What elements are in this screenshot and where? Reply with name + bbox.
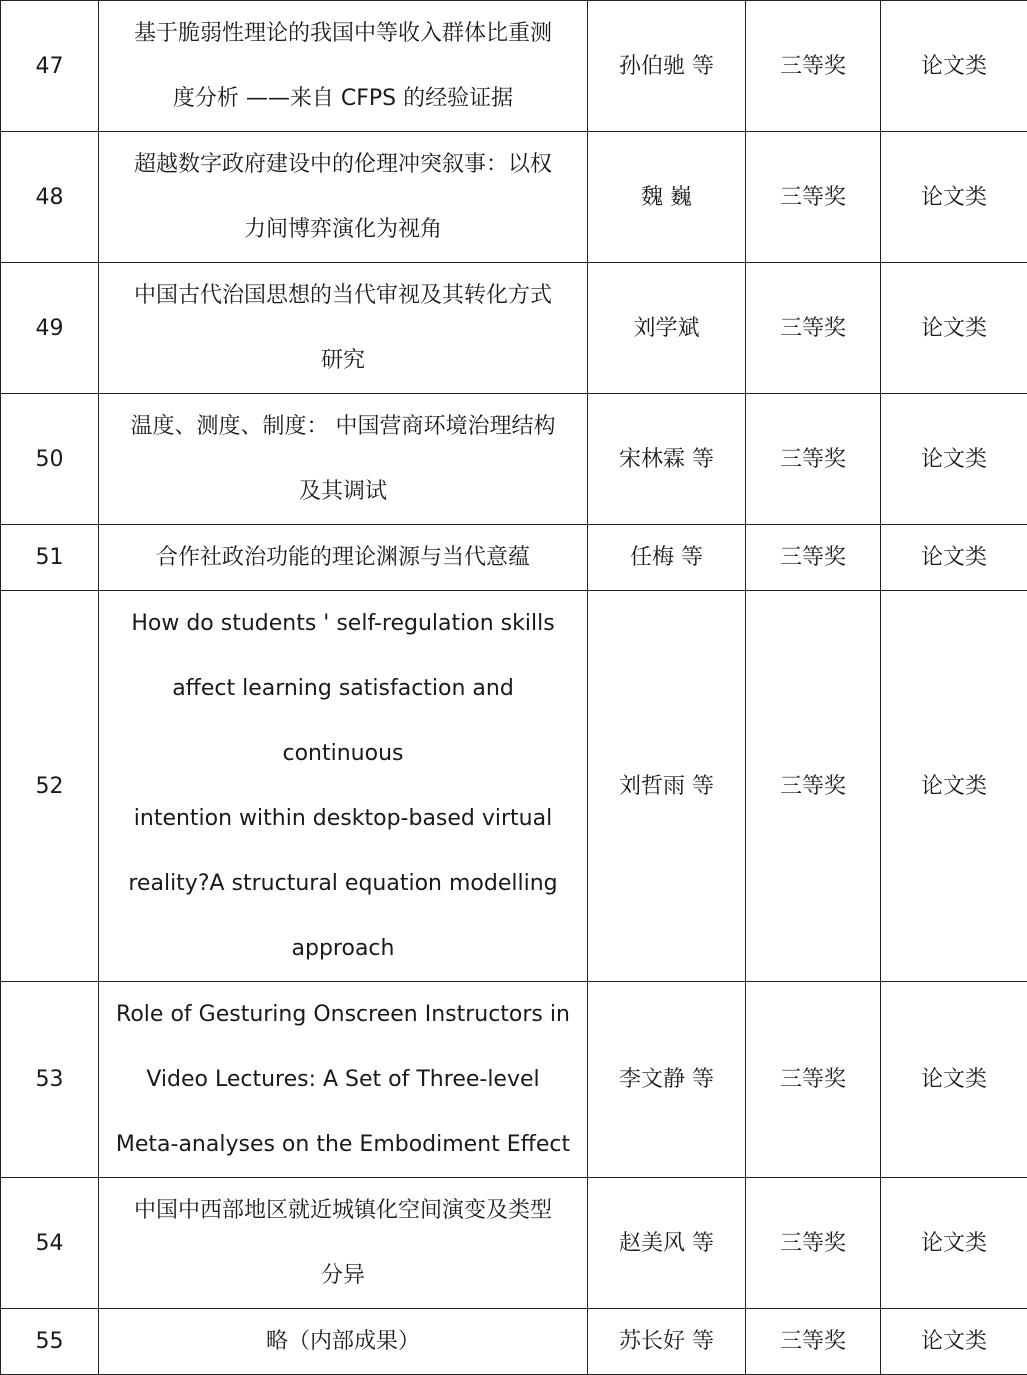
paper-title — [99, 394, 588, 525]
title-line: 分异 — [109, 1243, 577, 1308]
table-row — [1, 132, 1027, 263]
title-line: 略（内部成果） — [109, 1309, 577, 1374]
paper-title — [99, 982, 588, 1178]
paper-title — [99, 591, 588, 982]
award-level: 三等奖 — [746, 132, 881, 263]
award-level: 三等奖 — [746, 394, 881, 525]
category: 论文类 — [881, 263, 1027, 394]
paper-title — [99, 1309, 588, 1375]
award-level: 三等奖 — [746, 591, 881, 982]
title-line: 研究 — [109, 328, 577, 393]
title-line: 合作社政治功能的理论渊源与当代意蕴 — [109, 525, 577, 590]
title-line: reality?A structural equation modelling — [109, 851, 577, 916]
paper-title — [99, 525, 588, 591]
category: 论文类 — [881, 525, 1027, 591]
award-level: 三等奖 — [746, 1, 881, 132]
author: 刘哲雨 等 — [588, 591, 746, 982]
author: 魏 巍 — [588, 132, 746, 263]
award-level: 三等奖 — [746, 525, 881, 591]
award-level: 三等奖 — [746, 1178, 881, 1309]
category: 论文类 — [881, 1, 1027, 132]
title-line: approach — [109, 916, 577, 981]
title-line: intention within desktop-based virtual — [109, 786, 577, 851]
author: 李文静 等 — [588, 982, 746, 1178]
title-line: How do students ' self-regulation skills — [109, 591, 577, 656]
category: 论文类 — [881, 1309, 1027, 1375]
category: 论文类 — [881, 591, 1027, 982]
table-row — [1, 263, 1027, 394]
title-line: 力间博弈演化为视角 — [109, 197, 577, 262]
award-level: 三等奖 — [746, 1309, 881, 1375]
table-row — [1, 1, 1027, 132]
row-number: 53 — [1, 982, 99, 1178]
title-line: Video Lectures: A Set of Three-level — [109, 1047, 577, 1112]
award-level: 三等奖 — [746, 263, 881, 394]
paper-title — [99, 132, 588, 263]
row-number: 51 — [1, 525, 99, 591]
row-number: 52 — [1, 591, 99, 982]
author: 孙伯驰 等 — [588, 1, 746, 132]
paper-title — [99, 263, 588, 394]
title-line: Role of Gesturing Onscreen Instructors in — [109, 982, 577, 1047]
title-line: 度分析 ——来自 CFPS 的经验证据 — [109, 66, 577, 131]
table-row — [1, 591, 1027, 982]
paper-title — [99, 1, 588, 132]
author: 刘学斌 — [588, 263, 746, 394]
category: 论文类 — [881, 394, 1027, 525]
row-number: 55 — [1, 1309, 99, 1375]
table-row — [1, 1309, 1027, 1375]
row-number: 50 — [1, 394, 99, 525]
author: 赵美风 等 — [588, 1178, 746, 1309]
author: 任梅 等 — [588, 525, 746, 591]
category: 论文类 — [881, 982, 1027, 1178]
paper-title — [99, 1178, 588, 1309]
row-number: 48 — [1, 132, 99, 263]
table-row — [1, 394, 1027, 525]
row-number: 49 — [1, 263, 99, 394]
title-line: 温度、测度、制度： 中国营商环境治理结构 — [109, 394, 577, 459]
title-line: affect learning satisfaction and continuous — [109, 656, 577, 786]
category: 论文类 — [881, 132, 1027, 263]
title-line: 基于脆弱性理论的我国中等收入群体比重测 — [109, 1, 577, 66]
title-line: 中国中西部地区就近城镇化空间演变及类型 — [109, 1178, 577, 1243]
award-level: 三等奖 — [746, 982, 881, 1178]
title-line: 及其调试 — [109, 459, 577, 524]
table-row — [1, 1178, 1027, 1309]
table-row — [1, 525, 1027, 591]
table-row — [1, 982, 1027, 1178]
row-number: 47 — [1, 1, 99, 132]
title-line: Meta-analyses on the Embodiment Effect — [109, 1112, 577, 1177]
author: 宋林霖 等 — [588, 394, 746, 525]
author: 苏长好 等 — [588, 1309, 746, 1375]
category: 论文类 — [881, 1178, 1027, 1309]
row-number: 54 — [1, 1178, 99, 1309]
title-line: 中国古代治国思想的当代审视及其转化方式 — [109, 263, 577, 328]
title-line: 超越数字政府建设中的伦理冲突叙事：以权 — [109, 132, 577, 197]
